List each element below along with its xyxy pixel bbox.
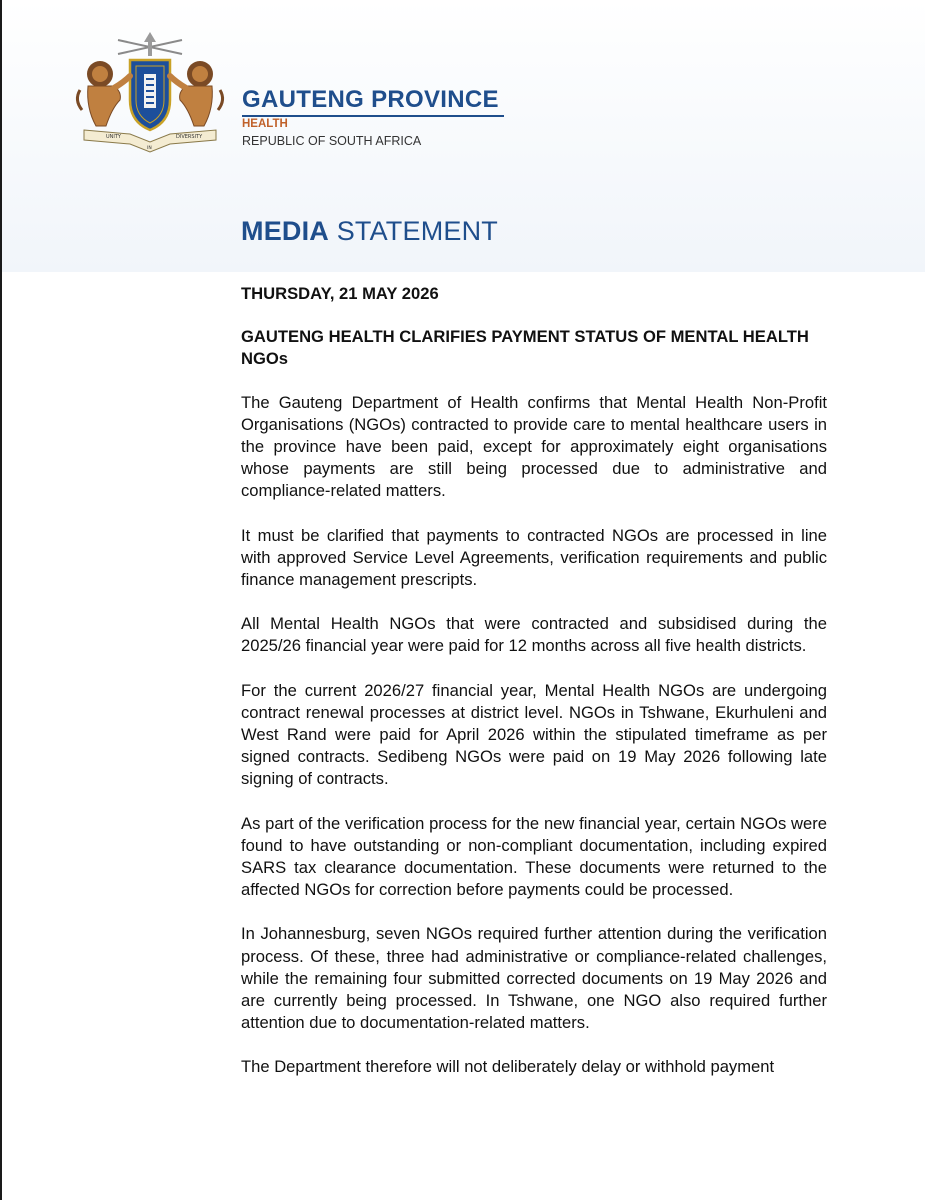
paragraph: In Johannesburg, seven NGOs required further attention during the verification process. Of these, three had administrative or compliance-related challenges, while the remaining four submitted corrected documents on 19 May 2026 and are currently being processed. In Tshwane, one NGO also required further attention due to documentation-related matters. bbox=[241, 924, 827, 1033]
province-underline bbox=[242, 115, 504, 117]
country-label: REPUBLIC OF SOUTH AFRICA bbox=[242, 134, 422, 148]
media-statement-title-bold: MEDIA bbox=[241, 216, 329, 246]
paragraph: As part of the verification process for the new financial year, certain NGOs were found to have outstanding or non-compliant documentation, including expired SARS tax clearance documentation. These documents were returned to the affected NGOs for correction before payments could be processed. bbox=[241, 813, 827, 900]
department-label: HEALTH bbox=[242, 118, 288, 130]
province-title: GAUTENG PROVINCE bbox=[242, 86, 499, 113]
coat-of-arms-logo bbox=[70, 30, 230, 158]
paragraph: For the current 2026/27 financial year, Mental Health NGOs are undergoing contract renewal processes at district level. NGOs in Tshwane, Ekurhuleni and West Rand were paid for April 2026 within the stipulated timeframe as per signed contracts. Sedibeng NGOs were paid on 19 May 2026 following late signing of contracts. bbox=[241, 680, 827, 789]
statement-body bbox=[241, 283, 827, 1101]
svg-text:DIVERSITY: DIVERSITY bbox=[176, 134, 203, 140]
paragraph: All Mental Health NGOs that were contracted and subsidised during the 2025/26 financial year were paid for 12 months across all five health districts. bbox=[241, 614, 827, 656]
paragraph: The Department therefore will not deliberately delay or withhold payment bbox=[241, 1057, 775, 1077]
media-statement-title-regular: STATEMENT bbox=[336, 216, 498, 246]
statement-headline: GAUTENG HEALTH CLARIFIES PAYMENT STATUS OF MENTAL HEALTH NGOs bbox=[241, 327, 809, 369]
media-statement-title bbox=[241, 216, 498, 247]
paragraph: It must be clarified that payments to contracted NGOs are processed in line with approved Service Level Agreements, verification requirements and public finance management prescripts. bbox=[241, 525, 827, 590]
statement-date: THURSDAY, 21 MAY 2026 bbox=[241, 284, 439, 303]
svg-text:IN: IN bbox=[147, 146, 152, 151]
svg-text:UNITY: UNITY bbox=[106, 134, 121, 140]
paragraph: The Gauteng Department of Health confirms that Mental Health Non-Profit Organisations (NGOs) contracted to provide care to mental healthcare users in the province have been paid, except for approximately eight organisations whose payments are still being processed due to administrative and compliance-related matters. bbox=[241, 392, 827, 501]
